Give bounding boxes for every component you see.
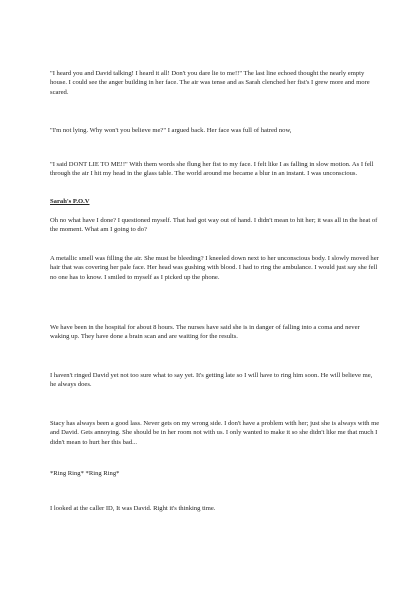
paragraph-8: Stacy has always been a good lass. Never gets on my wrong side. I don't have a problem with her; just she is always with me and David. Gets annoying. She should be in her room not with us. I only wanted to make it so she didn't like me that much I didn't mean to hurt her this bad... xyxy=(50,420,380,446)
section-heading: Sarah's P.O.V xyxy=(50,198,90,205)
paragraph-5: A metallic smell was filling the air. She must be bleeding? I kneeled down next to her unconscious body. I slowly moved her hair that was covering her pale face. Her head was gushing with blood. I had to ring the ambulance. I would just say she fell no one has to know. I smiled to myself as I picked up the phone. xyxy=(50,255,379,281)
paragraph-6: We have been in the hospital for about 8 hours. The nurses have said she is in danger of falling into a coma and never waking up. They have done a brain scan and are waiting for the results. xyxy=(50,324,360,341)
paragraph-3: "I said DONT LIE TO ME!!" With them words she flung her fist to my face. I felt like I as falling in slow motion. As I fell through the air I hit my head in the glass table. The world around me became a blur in an instant. I was unconscious. xyxy=(50,161,374,178)
paragraph-2: "I'm not lying. Why won't you believe me?" I argued back. Her face was full of hatred now, xyxy=(50,127,292,134)
paragraph-7: I haven't ringed David yet not too sure what to say yet. It's getting late so I will have to ring him soon. He will believe me, he always does. xyxy=(50,372,373,389)
paragraph-9: *Ring Ring* *Ring Ring* xyxy=(50,470,120,477)
paragraph-1: "I heard you and David talking! I heard it all! Don't you dare lie to me!!" The last line echoed thought the nearly empty house. I could see the anger building in her face. The air was tense and as Sarah clenched her fist's I grew more and more scared. xyxy=(50,70,370,96)
paragraph-4: Oh no what have I done? I questioned myself. That had got way out of hand. I didn't mean to hit her; it was all in the heat of the moment. What am I going to do? xyxy=(50,217,378,234)
paragraph-10: I looked at the caller ID, It was David. Right it's thinking time. xyxy=(50,505,216,512)
